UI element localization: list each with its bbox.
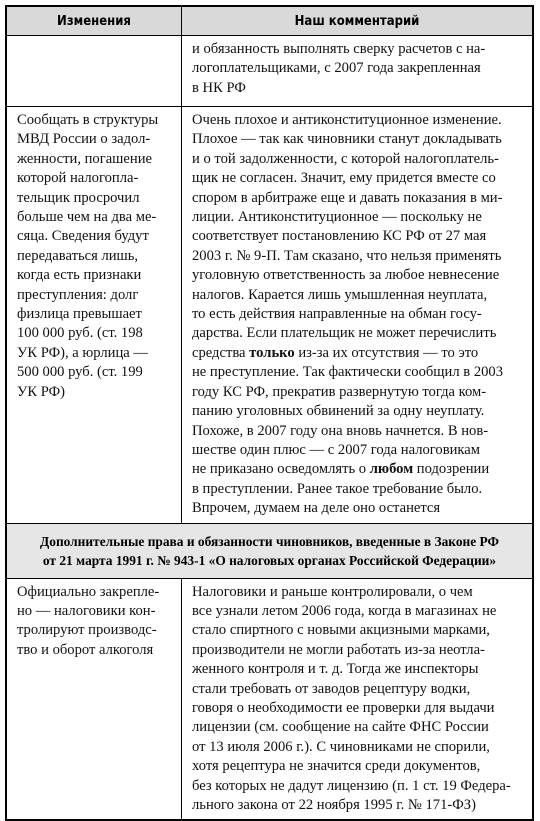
text-line: и обязанность выполнять сверку расчетов с на-	[192, 41, 486, 57]
text-line: стали требовать от заводов рецептуру водки,	[192, 680, 471, 697]
text-line: производители не могли работать из-за неотла-	[192, 641, 485, 658]
text-line: лицензии (см. сообщение на сайте ФНС России	[192, 719, 489, 736]
text-line: женности, погашение	[17, 150, 152, 167]
table-row	[7, 36, 533, 107]
row2-comment	[182, 107, 533, 524]
text-line: УК РФ)	[17, 383, 65, 400]
text-line: щик не согласен. Значит, ему придется вместе со	[192, 170, 496, 187]
text-line: говоря о необходимости ее проверки для выдачи	[192, 699, 495, 716]
text-line: лиции. Антиконституционное — поскольку не	[192, 209, 482, 226]
text-line: физлица превышает	[17, 306, 142, 323]
header-row	[7, 7, 533, 36]
table-row	[7, 107, 533, 524]
text-line: в преступлении. Ранее такое требование было.	[192, 480, 483, 497]
text-line: льного закона от 22 ноября 1995 г. № 171-ФЗ)	[192, 797, 476, 813]
text-line: женного контроля и т. д. Тогда же инспекторы	[192, 661, 479, 678]
text-line: все узнали летом 2006 года, когда в магазинах не	[192, 602, 497, 619]
text-line: больше чем на два ме-	[17, 209, 157, 226]
text-line: преступления: долг	[17, 286, 139, 303]
text-line: тво и оборот алкоголя	[17, 641, 154, 658]
text-line: Сообщать в структуры	[17, 112, 159, 128]
text-line: не преступление. Так фактически сообщил в 2003	[192, 364, 504, 381]
text-line: тельщик просрочил	[17, 189, 140, 206]
text-line: соответствует постановлению КС РФ от 27 мая	[192, 228, 487, 245]
row1-changes	[7, 36, 182, 107]
text-line: логоплательщиками, с 2007 года закрепленная	[192, 60, 481, 77]
text-line: 500 000 руб. (ст. 199	[17, 364, 143, 381]
text-line: то есть действия направленные на обман госу-	[192, 306, 482, 323]
text-line: году КС РФ, прекратив развернутую тогда ком-	[192, 383, 487, 400]
text-line: от 21 марта 1991 г. № 943-1 «О налоговых органах Российской Федерации»	[42, 552, 497, 568]
text-line: дарства. Если плательщик не может перечислить	[192, 325, 497, 342]
text-line: 100 000 руб. (ст. 198	[17, 325, 143, 342]
text-line: от 13 июля 2006 г.). С чиновниками не спорили,	[192, 738, 490, 755]
section-row	[7, 523, 533, 578]
text-line: Плохое — так как чиновники станут докладывать	[192, 131, 502, 148]
text-line: но — налоговики кон-	[17, 602, 156, 619]
text-line: налогов. Карается лишь умышленная неуплата,	[192, 286, 488, 303]
text-line: Впрочем, думаем на деле оно останется	[192, 500, 441, 517]
text-line: Официально закрепле-	[17, 583, 160, 600]
text-line: МВД России о задол-	[17, 131, 151, 148]
text-line: шестве один плюс — с 2007 года налоговикам	[192, 441, 481, 458]
row2-changes	[7, 107, 182, 524]
section-heading	[7, 523, 533, 578]
text-line: сяца. Сведения будут	[17, 228, 149, 245]
text-line: Очень плохое и антиконституционное изменение.	[192, 112, 502, 128]
row3-comment	[182, 578, 533, 820]
text-line: в НК РФ	[192, 79, 246, 96]
text-line: УК РФ), а юрлица —	[17, 344, 149, 361]
text-line: без которых не дадут лицензию (п. 1 ст. 19 Федера-	[192, 777, 511, 794]
text-line: 2003 г. № 9-П. Там сказано, что нельзя применять	[192, 247, 502, 264]
text-line: Дополнительные права и обязанности чиновников, введенные в Законе РФ	[40, 533, 499, 549]
text-line: уголовную ответственность за любое невнесение	[192, 267, 500, 284]
header-comment: Наш комментарий	[182, 7, 533, 36]
text-line: Налоговики и раньше контролировали, о чем	[192, 583, 473, 600]
text-line: спором в арбитраже еще и давать показания в ми-	[192, 189, 503, 206]
table-row	[7, 578, 533, 820]
row3-changes	[7, 578, 182, 820]
text-line: и о той задолженности, с которой налогоплатель-	[192, 150, 499, 167]
text-line: Похоже, в 2007 году она вновь начнется. В нов-	[192, 422, 489, 439]
row1-comment	[182, 36, 533, 107]
header-changes: Изменения	[7, 7, 182, 36]
changes-table	[6, 6, 533, 820]
text-line: средства только из-за их отсутствия — то это	[192, 344, 479, 361]
text-line: стало спиртного с новыми акцизными марками,	[192, 622, 490, 639]
document-table	[5, 5, 534, 821]
text-line: не приказано осведомлять о любом подозрении	[192, 461, 490, 478]
text-line: панию уголовных обвинений за одну неуплату.	[192, 403, 485, 420]
text-line: тролируют производс-	[17, 622, 157, 639]
text-line: когда есть признаки	[17, 267, 142, 284]
text-line: хотя рецептура не значится среди документов,	[192, 758, 481, 775]
text-line: передаваться лишь,	[17, 247, 139, 264]
text-line: которой налогопла-	[17, 170, 139, 187]
